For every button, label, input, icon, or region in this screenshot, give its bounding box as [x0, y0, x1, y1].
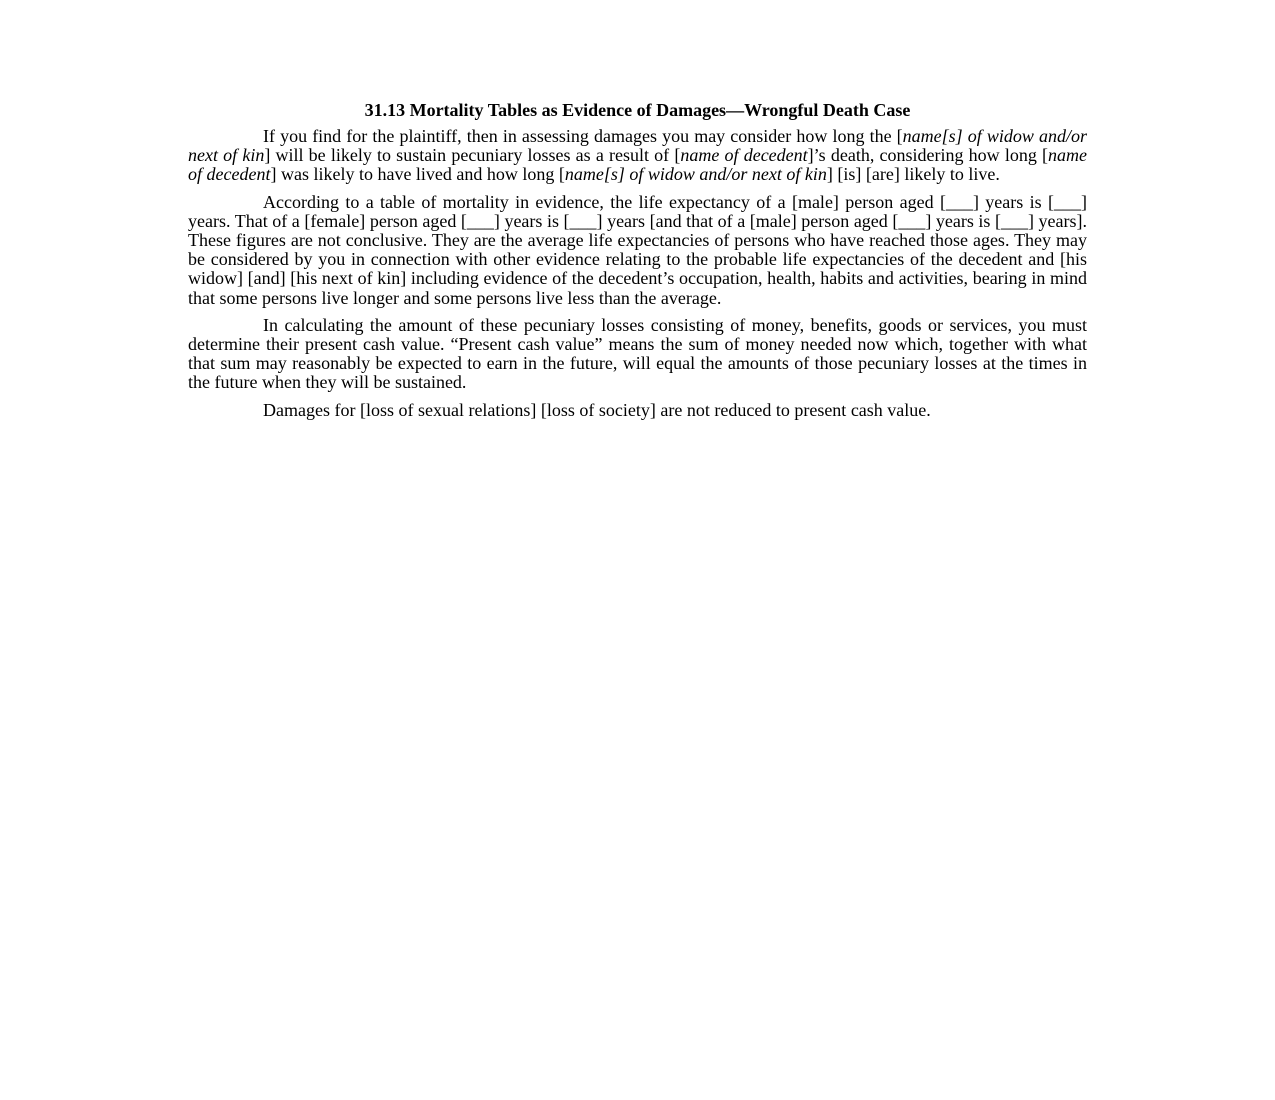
paragraph-mortality-table: According to a table of mortality in evidence, the life expectancy of a [male] person aged [___] years is [___] years. That of a [female] person aged [___] years is [___] years [and that of a [male] person aged [___] years is [___] years]. These figures are not conclusive. They are the average life expectancies of persons who have reached those ages. They may be considered by you in connection with other evidence relating to the probable life expectancies of the decedent and [his widow] [and] [his next of kin] including evidence of the decedent’s occupation, health, habits and activities, bearing in mind that some persons live longer and some persons live less than the average. [188, 191, 1087, 308]
text-segment: ] will be likely to sustain pecuniary losses as a result of [ [264, 145, 681, 166]
placeholder-decedent: name of decedent [680, 145, 808, 166]
document-page [188, 100, 1087, 428]
placeholder-widow-kin: name[s] of widow and/or next of kin [188, 126, 1087, 166]
text-segment: ] was likely to have lived and how long [ [270, 164, 565, 185]
paragraph-damages-duration [188, 127, 1087, 185]
document-title: 31.13 Mortality Tables as Evidence of Damages—Wrongful Death Case [364, 100, 911, 120]
text-segment: ]’s death, considering how long [ [807, 145, 1049, 166]
placeholder-widow-kin: name[s] of widow and/or next of kin [564, 164, 827, 185]
text-segment: ] [is] [are] likely to live. [826, 164, 1000, 185]
placeholder-decedent: name of decedent [188, 145, 1088, 185]
paragraph-not-reduced: Damages for [loss of sexual relations] [loss of society] are not reduced to present cash value. [263, 399, 931, 420]
paragraph-present-cash-value: In calculating the amount of these pecuniary losses consisting of money, benefits, goods or services, you must determine their present cash value. “Present cash value” means the sum of money needed now which, together with what that sum may reasonably be expected to earn in the future, will equal the amounts of those pecuniary losses at the times in the future when they will be sustained. [188, 314, 1087, 393]
text-segment: If you find for the plaintiff, then in assessing damages you may consider how long the [ [263, 126, 903, 146]
